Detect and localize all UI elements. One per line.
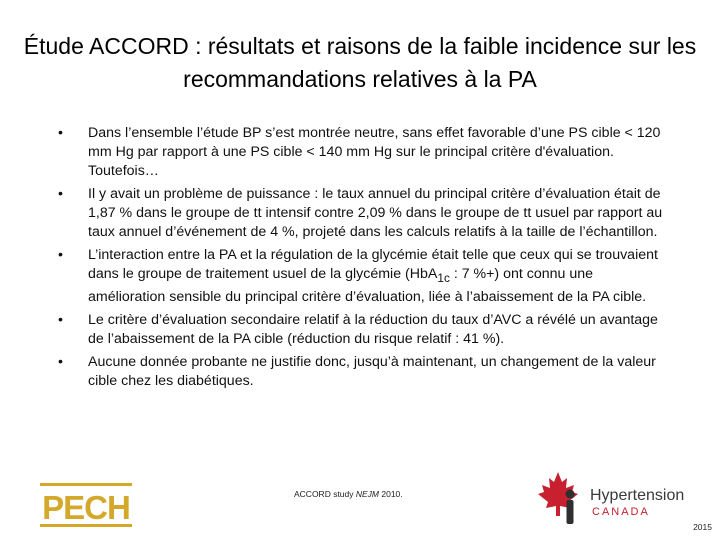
- bullet-text-after: : 7 %+) ont connu une amélioration sensible du principal critère d’évaluation, liée à l’abaissement de la PA cible.: [88, 266, 647, 305]
- slide-title: Étude ACCORD : résultats et raisons de la faible incidence sur les recommandations relatives à la PA: [23, 33, 697, 92]
- bullet-dot: •: [58, 186, 63, 202]
- bullet-dot: •: [58, 311, 63, 328]
- hba1c-subscript: 1c: [437, 270, 450, 285]
- bullet-item: [58, 124, 668, 181]
- bullet-item: [58, 311, 668, 349]
- bullet-text: Dans l’ensemble l’étude BP s’est montrée neutre, sans effet favorable d’une PS cible < 120 mm Hg par rapport à une PS cible < 140 mm Hg sur le principal critère d'évaluation. Toutefois…: [88, 125, 661, 179]
- bullet-text-before: L’interaction entre la PA et la régulation de la glycémie était telle que ceux qui se trouvaient dans le groupe de traitement usuel de la glycémie (HbA: [88, 247, 658, 282]
- person-icon: [566, 490, 575, 525]
- year-label: 2015: [693, 522, 712, 532]
- citation-journal: NEJM: [355, 489, 380, 499]
- bullet-text: Aucune donnée probante ne justifie donc, jusqu’à maintenant, un changement de la valeur cible chez les diabétiques.: [88, 353, 656, 389]
- bullet-list: [58, 124, 668, 395]
- hypertension-logo-country: CANADA: [592, 506, 650, 518]
- bullet-item: [58, 353, 668, 391]
- pech-logo: [40, 483, 132, 527]
- bullet-dot: •: [58, 353, 63, 370]
- hypertension-logo-name: Hypertension: [590, 487, 685, 504]
- bullet-item: [58, 246, 668, 307]
- bullet-text: Le critère d’évaluation secondaire relatif à la réduction du taux d’AVC a révélé un avantage de l’abaissement de la PA cible (réduction du risque relatif : 41 %).: [88, 311, 658, 347]
- citation-prefix: ACCORD study: [294, 489, 356, 499]
- pech-logo-top-bar: [40, 483, 132, 486]
- bullet-dot: •: [58, 125, 63, 141]
- bullet-dot: •: [58, 247, 63, 263]
- bullet-text: Il y avait un problème de puissance : le taux annuel du principal critère d’évaluation était de 1,87 % dans le groupe de tt intensif contre 2,09 % dans le groupe de tt usuel par rapport au taux annuel d’événement de 4 %, projeté dans les calculs relatifs à la taille de l’échantillon.: [88, 186, 663, 240]
- hypertension-canada-logo: [532, 468, 702, 530]
- citation-suffix: 2010.: [379, 489, 403, 499]
- citation: [294, 489, 403, 499]
- bullet-item: [58, 185, 668, 242]
- pech-logo-text: PECH: [42, 489, 130, 526]
- bullet-text: [88, 247, 658, 305]
